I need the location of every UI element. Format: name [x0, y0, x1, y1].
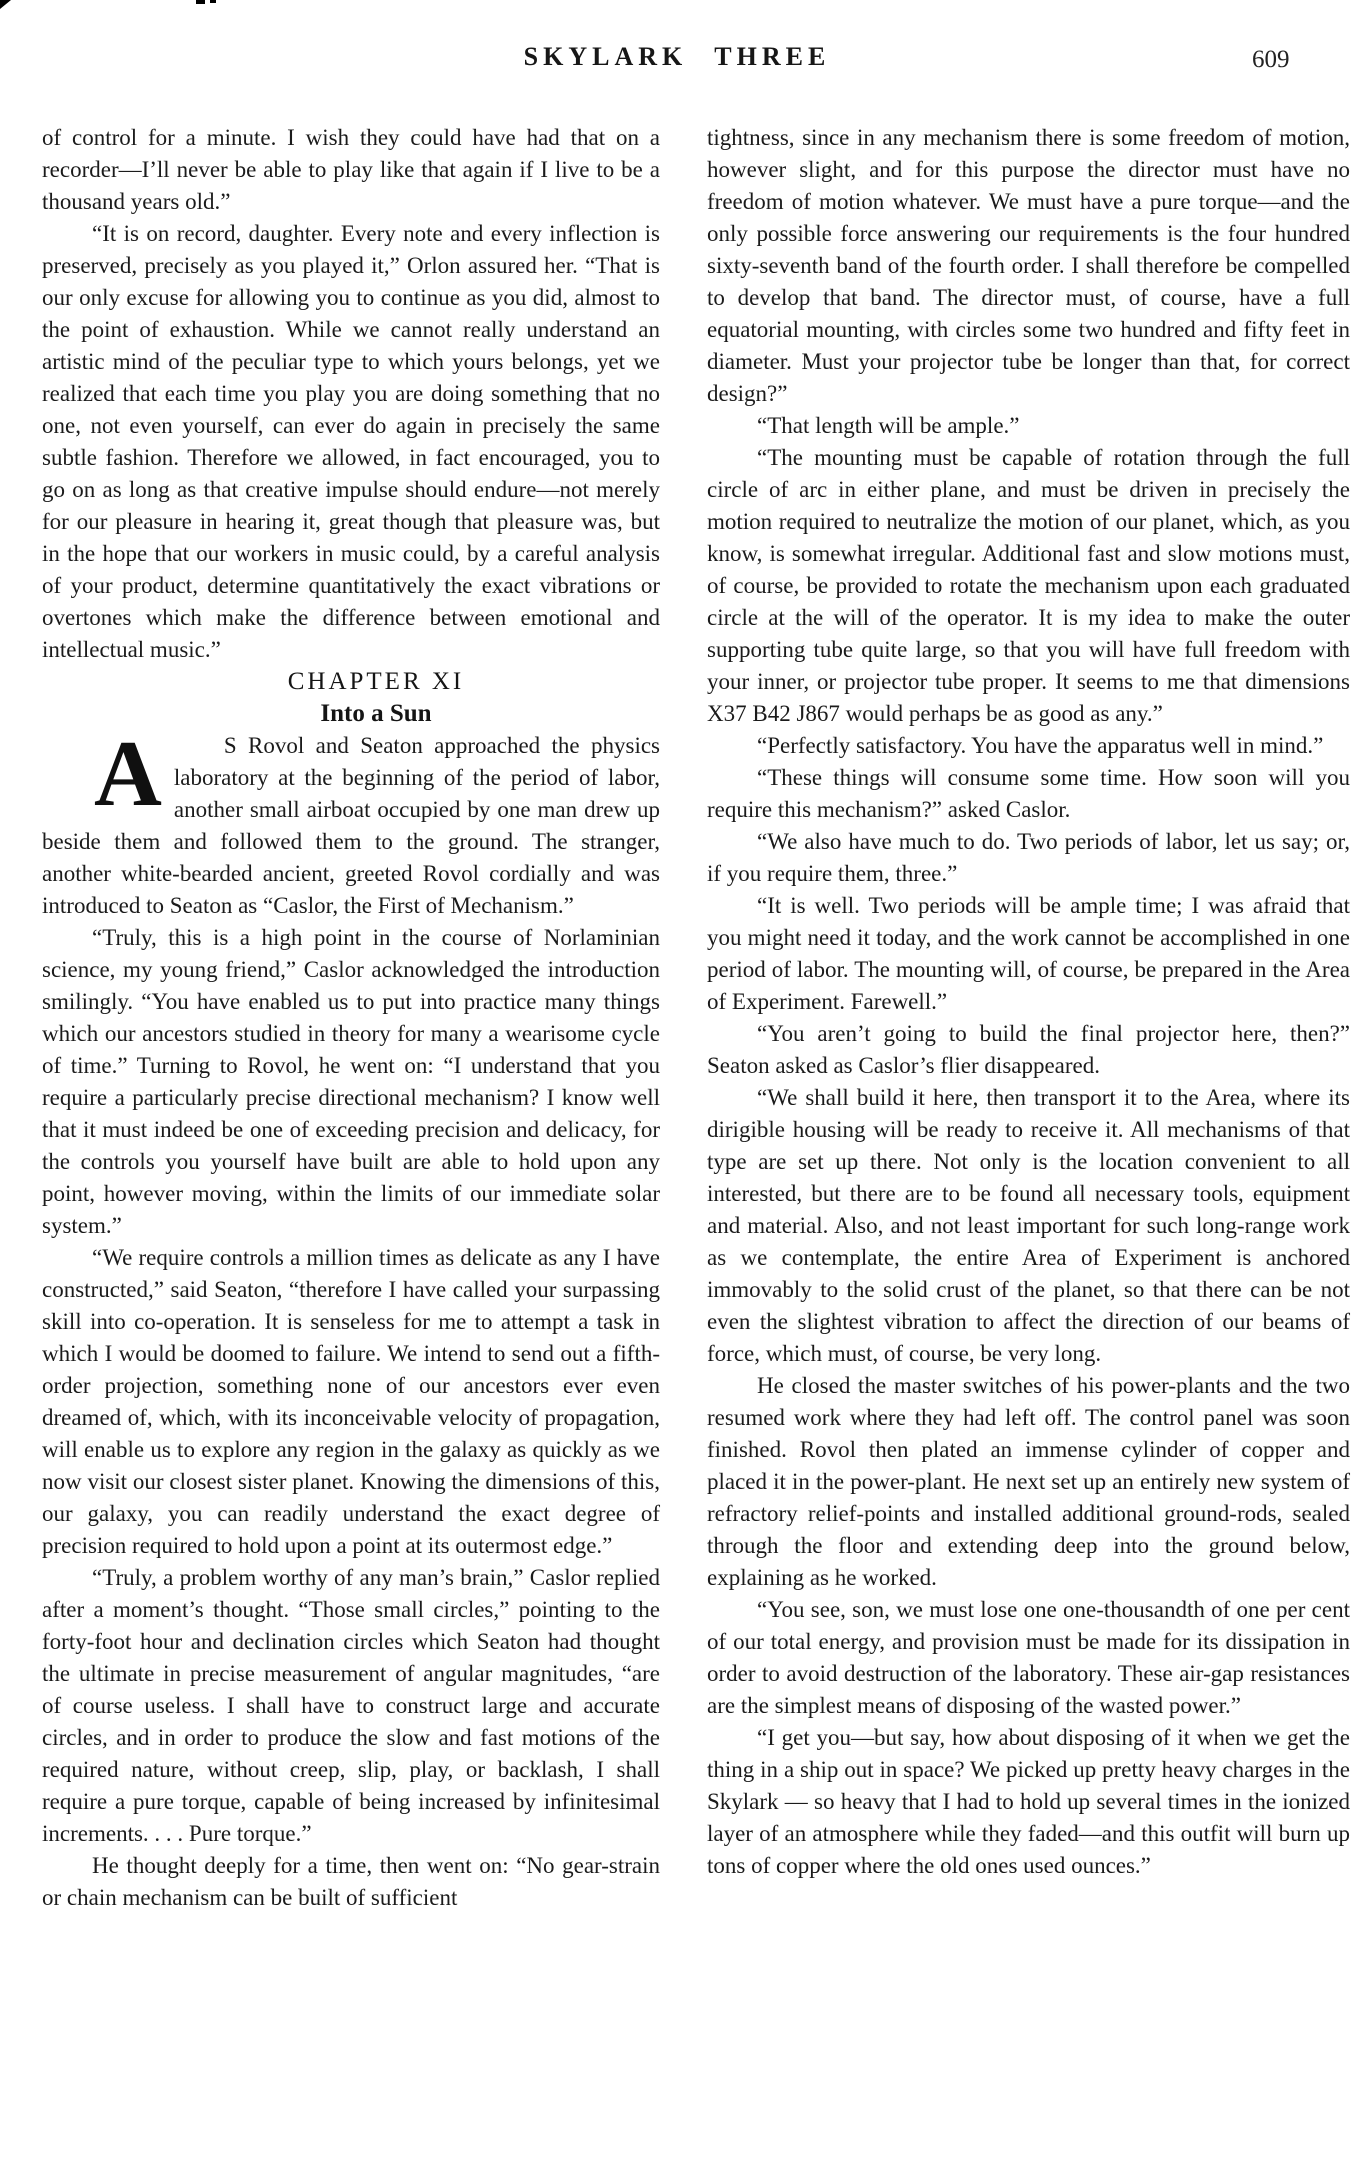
left-column [42, 122, 660, 1914]
paragraph: of control for a minute. I wish they could have had that on a recorder—I’ll never be able to play like that again if I live to be a thousand years old.” [42, 125, 660, 214]
paragraph: tightness, since in any mechanism there is some freedom of motion, however slight, and for this purpose the director must have no freedom of motion whatever. We must have a pure torque—and the only possible force answering our requirements is the four hundred sixty-seventh band of the fourth order. I shall therefore be compelled to develop that band. The director must, of course, have a full equatorial mounting, with circles some two hundred and fifty feet in diameter. Must your projector tube be longer than that, for correct design?” [707, 125, 1350, 406]
paragraph: “You see, son, we must lose one one-thousandth of one per cent of our total energy, and provision must be made for its dissipation in order to avoid destruction of the laboratory. These air-gap resistances are the simplest means of disposing of the wasted power.” [707, 1597, 1350, 1718]
ink-speck [196, 0, 205, 4]
chapter-heading: CHAPTER XI [287, 668, 465, 695]
paragraph: “Perfectly satisfactory. You have the apparatus well in mind.” [757, 733, 1324, 758]
paragraph [42, 722, 660, 922]
paragraph-text: S Rovol and Seaton approached the physics laboratory at the beginning of the period of labor, another small airboat occupied by one man drew up beside them and followed them to the ground. The stranger, another white-bearded ancient, greeted Rovol cordially and was introduced to Seaton as “Caslor, the First of Mechanism.” [42, 733, 660, 918]
paragraph: “It is on record, daughter. Every note and every inflection is preserved, precisely as you played it,” Orlon assured her. “That is our only excuse for allowing you to continue as you did, almost to the point of exhaustion. While we cannot really understand an artistic mind of the peculiar type to which yours belongs, yet we realized that each time you play you are doing something that no one, not even yourself, can ever do again in precisely the same subtle fashion. Therefore we allowed, in fact encouraged, you to go on as long as that creative impulse should endure—not merely for our pleasure in hearing it, great though that pleasure was, but in the hope that our workers in music could, by a careful analysis of your product, determine quantitatively the exact vibrations or overtones which make the difference between emotional and intellectual music.” [42, 221, 660, 662]
paragraph: He thought deeply for a time, then went on: “No gear-strain or chain mechanism can be built of sufficient [42, 1853, 660, 1910]
right-column [707, 122, 1350, 1882]
paragraph: “We also have much to do. Two periods of labor, let us say; or, if you require them, three.” [707, 829, 1350, 886]
ink-speck [0, 0, 11, 9]
paragraph: “We require controls a million times as delicate as any I have constructed,” said Seaton, “therefore I have called your surpassing skill into co-operation. It is senseless for me to attempt a task in which I would be doomed to failure. We intend to send out a fifth-order projection, something none of our ancestors ever even dreamed of, which, with its inconceivable velocity of propagation, will enable us to explore any region in the galaxy as quickly as we now visit our closest sister planet. Knowing the dimensions of this, our galaxy, you can readily understand the exact degree of precision required to hold upon a point at its outermost edge.” [42, 1245, 660, 1558]
paragraph: “Truly, this is a high point in the course of Norlaminian science, my young friend,” Caslor acknowledged the introduction smilingly. “You have enabled us to put into practice many things which our ancestors studied in theory for many a wearisome cycle of time.” Turning to Rovol, he went on: “I understand that you require a particularly precise directional mechanism? I know well that it must indeed be one of exceeding precision and delicacy, for the controls you yourself have built are able to hold upon any point, however moving, within the limits of our immediate solar system.” [42, 925, 660, 1238]
paragraph: “These things will consume some time. How soon will you require this mechanism?” asked Caslor. [707, 765, 1350, 822]
paragraph: “You aren’t going to build the final projector here, then?” Seaton asked as Caslor’s flier disappeared. [707, 1021, 1350, 1078]
paragraph: “I get you—but say, how about disposing of it when we get the thing in a ship out in space? We picked up pretty heavy charges in the Skylark — so heavy that I had to hold up several times in the ionized layer of an atmosphere while they faded—and this outfit will burn up tons of copper where the old ones used ounces.” [707, 1725, 1350, 1878]
chapter-subtitle: Into a Sun [320, 700, 432, 727]
drop-cap: A [94, 722, 162, 826]
paragraph: “The mounting must be capable of rotation through the full circle of arc in either plane, and must be driven in precisely the motion required to neutralize the motion of our planet, which, as you know, is somewhat irregular. Additional fast and slow motions must, of course, be provided to rotate the mechanism upon each graduated circle at the will of the operator. It is my idea to make the outer supporting tube quite large, so that you will have full freedom with your inner, or projector tube proper. It seems to me that dimensions X37 B42 J867 would perhaps be as good as any.” [707, 445, 1350, 726]
paragraph: “We shall build it here, then transport it to the Area, where its dirigible housing will be ready to receive it. All mechanisms of that type are set up there. Not only is the location convenient to all interested, but there are to be found all necessary tools, equipment and material. Also, and not least important for such long-range work as we contemplate, the entire Area of Experiment is anchored immovably to the solid crust of the planet, so that there can be not even the slightest vibration to affect the direction of our beams of force, which must, of course, be very long. [707, 1085, 1350, 1366]
paragraph: “Truly, a problem worthy of any man’s brain,” Caslor replied after a moment’s thought. “Those small circles,” pointing to the forty-foot hour and declination circles which Seaton had thought the ultimate in precise measurement of angular magnitudes, “are of course useless. I shall have to construct large and accurate circles, and in order to produce the slow and fast motions of the required nature, without creep, slip, play, or backlash, I shall require a pure torque, capable of being increased by infinitesimal increments. . . . Pure torque.” [42, 1565, 660, 1846]
paragraph: “It is well. Two periods will be ample time; I was afraid that you might need it today, and the work cannot be accomplished in one period of labor. The mounting will, of course, be prepared in the Area of Experiment. Farewell.” [707, 893, 1350, 1014]
page-title: SKYLARK THREE [523, 42, 831, 71]
paragraph: “That length will be ample.” [757, 413, 1020, 438]
ink-speck [210, 0, 216, 3]
paragraph: He closed the master switches of his power-plants and the two resumed work where they had left off. The control panel was soon finished. Rovol then plated an immense cylinder of copper and placed it in the power-plant. He next set up an entirely new system of refractory relief-points and installed additional ground-rods, sealed through the floor and extending deep into the ground below, explaining as he worked. [707, 1373, 1350, 1590]
page-number: 609 [1252, 46, 1290, 73]
